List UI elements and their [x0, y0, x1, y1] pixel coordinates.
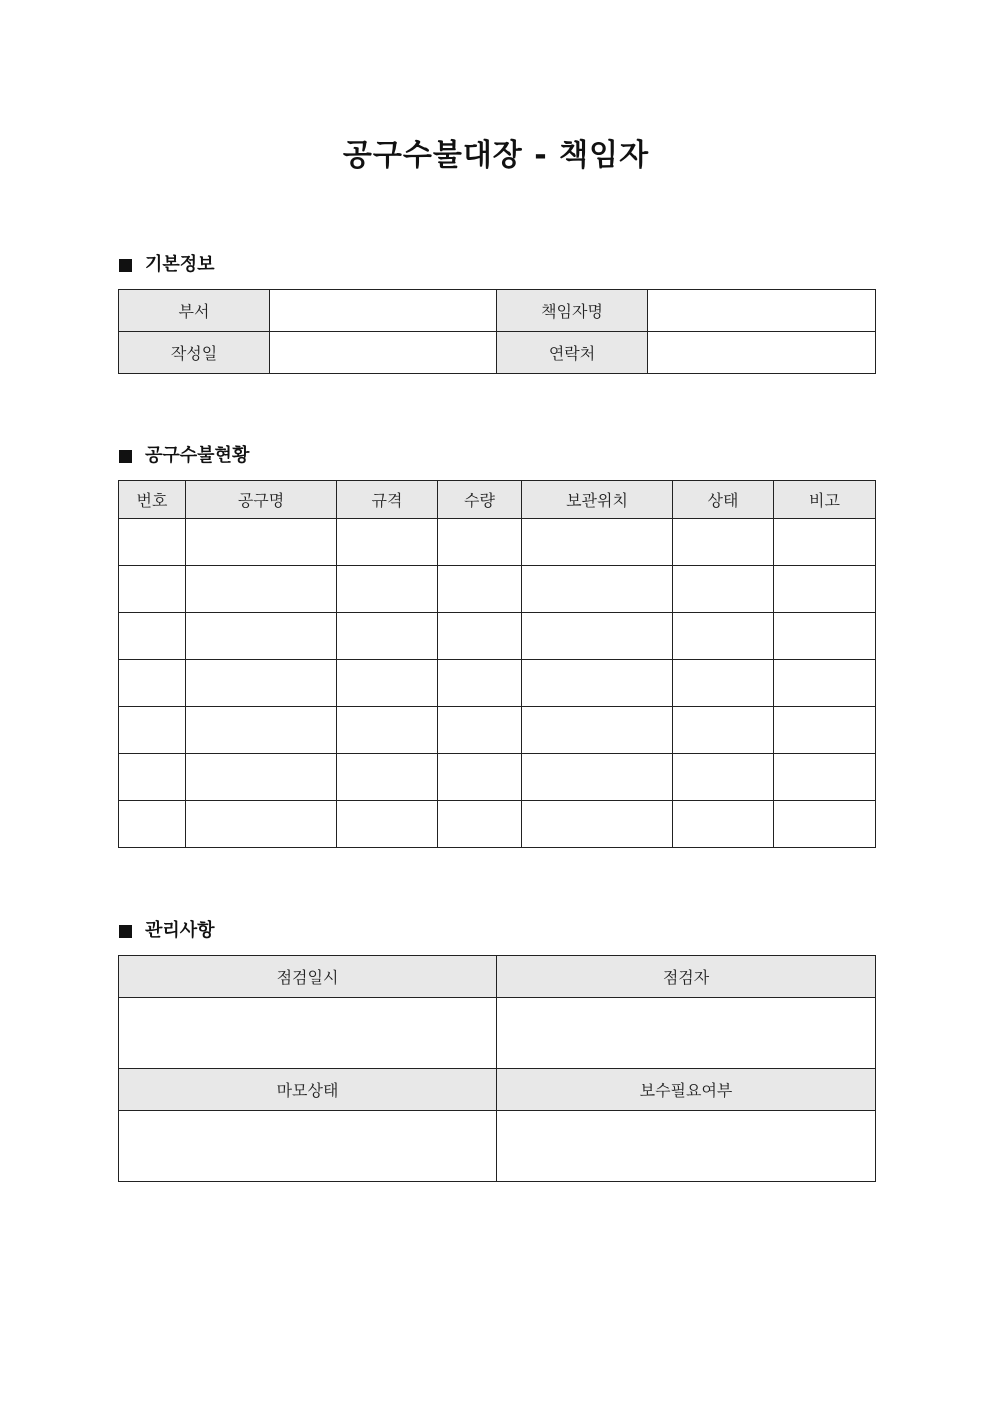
number-cell[interactable] — [119, 801, 186, 848]
column-header-quantity: 수량 — [438, 481, 522, 519]
basic-info-table — [118, 289, 876, 374]
condition-cell[interactable] — [673, 707, 774, 754]
quantity-cell[interactable] — [438, 707, 522, 754]
table-header-row — [119, 956, 876, 998]
tool-name-cell[interactable] — [186, 660, 337, 707]
storage-location-cell[interactable] — [522, 707, 673, 754]
square-bullet-icon — [119, 259, 132, 272]
table-row — [119, 1111, 876, 1182]
inspection-datetime-label: 점검일시 — [119, 956, 497, 998]
condition-cell[interactable] — [673, 613, 774, 660]
department-field[interactable] — [270, 290, 497, 332]
quantity-cell[interactable] — [438, 660, 522, 707]
spec-cell[interactable] — [337, 613, 438, 660]
storage-location-cell[interactable] — [522, 613, 673, 660]
quantity-cell[interactable] — [438, 519, 522, 566]
section-heading-basic-info — [119, 253, 215, 277]
column-header-spec: 규격 — [337, 481, 438, 519]
remarks-cell[interactable] — [774, 707, 876, 754]
department-label: 부서 — [119, 290, 270, 332]
repair-needed-label: 보수필요여부 — [497, 1069, 876, 1111]
remarks-cell[interactable] — [774, 754, 876, 801]
table-row — [119, 566, 876, 613]
section-heading-tool-status — [119, 444, 249, 468]
column-header-tool-name: 공구명 — [186, 481, 337, 519]
inspector-field[interactable] — [497, 998, 876, 1069]
number-cell[interactable] — [119, 613, 186, 660]
table-header-row — [119, 481, 876, 519]
date-written-label: 작성일 — [119, 332, 270, 374]
condition-cell[interactable] — [673, 519, 774, 566]
table-row — [119, 801, 876, 848]
manager-name-field[interactable] — [648, 290, 876, 332]
quantity-cell[interactable] — [438, 613, 522, 660]
storage-location-cell[interactable] — [522, 801, 673, 848]
column-header-condition: 상태 — [673, 481, 774, 519]
column-header-storage-location: 보관위치 — [522, 481, 673, 519]
remarks-cell[interactable] — [774, 519, 876, 566]
page-title: 공구수불대장 - 책임자 — [342, 138, 650, 173]
table-row — [119, 998, 876, 1069]
tool-name-cell[interactable] — [186, 613, 337, 660]
remarks-cell[interactable] — [774, 660, 876, 707]
quantity-cell[interactable] — [438, 801, 522, 848]
spec-cell[interactable] — [337, 754, 438, 801]
number-cell[interactable] — [119, 754, 186, 801]
number-cell[interactable] — [119, 660, 186, 707]
section-heading-label: 관리사항 — [145, 920, 215, 941]
tool-name-cell[interactable] — [186, 801, 337, 848]
date-written-field[interactable] — [270, 332, 497, 374]
quantity-cell[interactable] — [438, 754, 522, 801]
table-row — [119, 613, 876, 660]
spec-cell[interactable] — [337, 801, 438, 848]
tool-name-cell[interactable] — [186, 707, 337, 754]
inspector-label: 점검자 — [497, 956, 876, 998]
tool-status-table — [118, 480, 876, 848]
number-cell[interactable] — [119, 566, 186, 613]
table-header-row — [119, 1069, 876, 1111]
tool-name-cell[interactable] — [186, 566, 337, 613]
remarks-cell[interactable] — [774, 613, 876, 660]
section-heading-label: 공구수불현황 — [145, 445, 250, 466]
number-cell[interactable] — [119, 519, 186, 566]
spec-cell[interactable] — [337, 660, 438, 707]
spec-cell[interactable] — [337, 566, 438, 613]
number-cell[interactable] — [119, 707, 186, 754]
manager-name-label: 책임자명 — [497, 290, 648, 332]
spec-cell[interactable] — [337, 707, 438, 754]
table-row — [119, 660, 876, 707]
contact-field[interactable] — [648, 332, 876, 374]
contact-label: 연락처 — [497, 332, 648, 374]
storage-location-cell[interactable] — [522, 754, 673, 801]
condition-cell[interactable] — [673, 566, 774, 613]
table-row — [119, 707, 876, 754]
storage-location-cell[interactable] — [522, 660, 673, 707]
spec-cell[interactable] — [337, 519, 438, 566]
wear-condition-label: 마모상태 — [119, 1069, 497, 1111]
table-row — [119, 290, 876, 332]
tool-status-rows — [119, 519, 876, 848]
storage-location-cell[interactable] — [522, 566, 673, 613]
quantity-cell[interactable] — [438, 566, 522, 613]
remarks-cell[interactable] — [774, 801, 876, 848]
condition-cell[interactable] — [673, 660, 774, 707]
table-row — [119, 332, 876, 374]
condition-cell[interactable] — [673, 754, 774, 801]
remarks-cell[interactable] — [774, 566, 876, 613]
management-table — [118, 955, 876, 1182]
square-bullet-icon — [119, 450, 132, 463]
condition-cell[interactable] — [673, 801, 774, 848]
square-bullet-icon — [119, 925, 132, 938]
tool-name-cell[interactable] — [186, 754, 337, 801]
table-row — [119, 519, 876, 566]
column-header-remarks: 비고 — [774, 481, 876, 519]
storage-location-cell[interactable] — [522, 519, 673, 566]
table-row — [119, 754, 876, 801]
column-header-number: 번호 — [119, 481, 186, 519]
section-heading-label: 기본정보 — [145, 254, 215, 275]
section-heading-management — [119, 919, 215, 943]
repair-needed-field[interactable] — [497, 1111, 876, 1182]
wear-condition-field[interactable] — [119, 1111, 497, 1182]
tool-name-cell[interactable] — [186, 519, 337, 566]
inspection-datetime-field[interactable] — [119, 998, 497, 1069]
